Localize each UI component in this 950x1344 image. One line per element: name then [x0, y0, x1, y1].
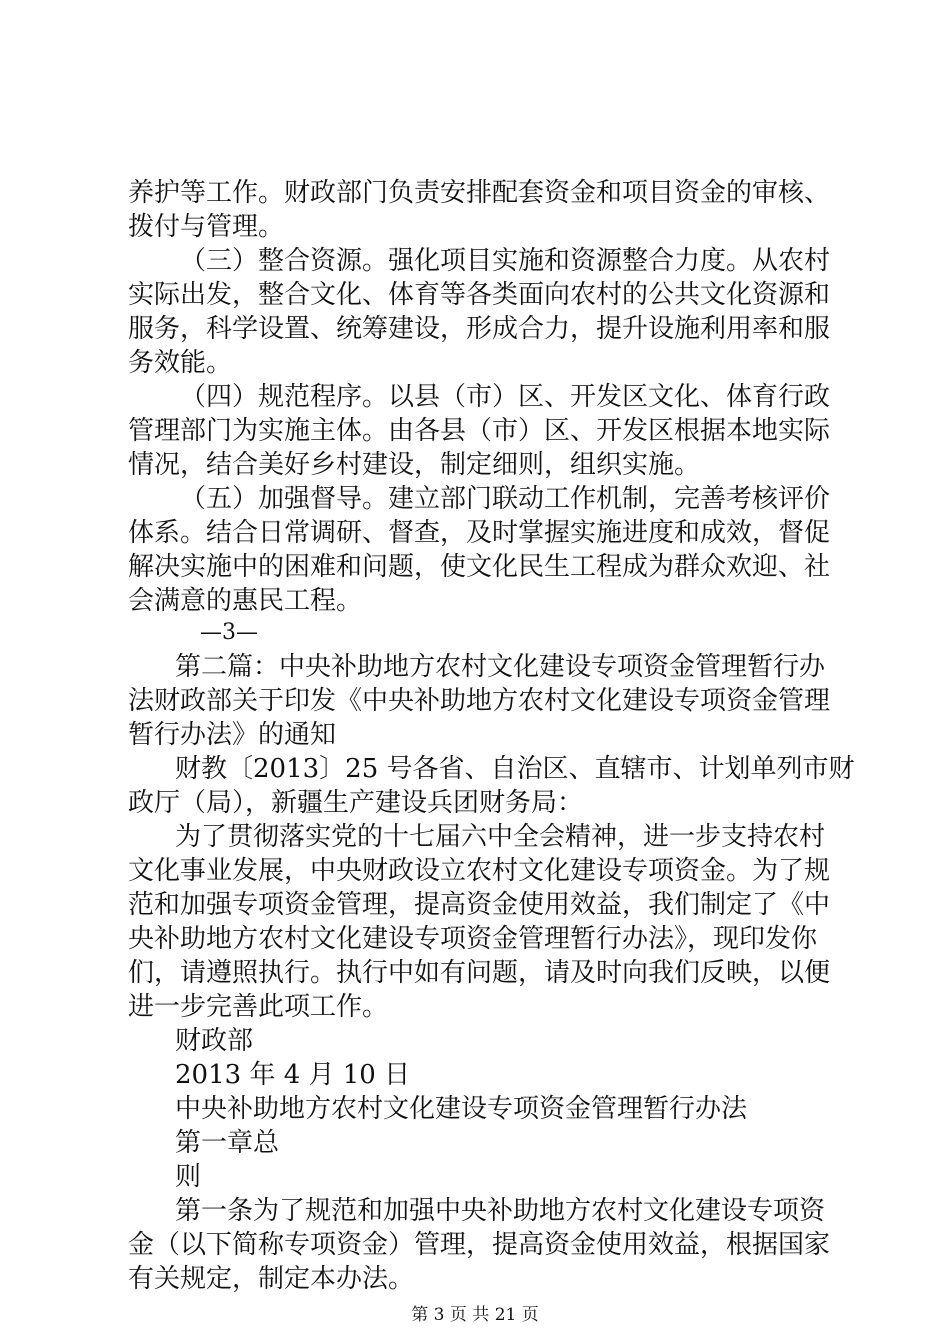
text-line: 实际出发，整合文化、体育等各类面向农村的公共文化资源和 — [128, 280, 831, 310]
text-line: （三）整合资源。强化项目实施和资源整合力度。从农村 — [180, 246, 831, 276]
text-line: 法财政部关于印发《中央补助地方农村文化建设专项资金管理 — [128, 686, 831, 716]
text-line: 央补助地方农村文化建设专项资金管理暂行办法》，现印发你 — [128, 924, 818, 954]
text-line: 务效能。 — [128, 348, 233, 378]
text-line: （五）加强督导。建立部门联动工作机制，完善考核评价 — [180, 484, 831, 514]
signature-org: 财政部 — [175, 1026, 254, 1056]
text-line: 文化事业发展，中央财政设立农村文化建设专项资金。为了规 — [128, 856, 831, 886]
text-line: 会满意的惠民工程。 — [128, 586, 363, 616]
text-line: 进一步完善此项工作。 — [128, 992, 389, 1022]
signature-date: 2013 年 4 月 10 日 — [175, 1060, 411, 1090]
text-line: 第一条为了规范和加强中央补助地方农村文化建设专项资 — [175, 1196, 826, 1226]
text-line: 为了贯彻落实党的十七届六中全会精神，进一步支持农村 — [175, 822, 826, 852]
text-line: 范和加强专项资金管理，提高资金使用效益，我们制定了《中 — [128, 890, 831, 920]
text-line: 拨付与管理。 — [128, 212, 285, 242]
text-line: 养护等工作。财政部门负责安排配套资金和项目资金的审核、 — [128, 178, 831, 208]
text-line: 情况，结合美好乡村建设，制定细则，组织实施。 — [128, 450, 701, 480]
text-line: （四）规范程序。以县（市）区、开发区文化、体育行政 — [180, 382, 831, 412]
text-line: 有关规定，制定本办法。 — [128, 1264, 415, 1294]
chapter-heading: 第一章总 — [175, 1128, 280, 1158]
text-line: 体系。结合日常调研、督查，及时掌握实施进度和成效，督促 — [128, 518, 831, 548]
text-line: 暂行办法》的通知 — [128, 720, 337, 750]
page-number-marker: —3— — [200, 620, 258, 645]
chapter-heading: 则 — [175, 1162, 202, 1192]
text-line: 政厅（局），新疆生产建设兵团财务局： — [128, 788, 584, 818]
text-line: 解决实施中的困难和问题，使文化民生工程成为群众欢迎、社 — [128, 552, 831, 582]
text-line: 管理部门为实施主体。由各县（市）区、开发区根据本地实际 — [128, 416, 831, 446]
text-line: 财教〔2013〕25 号各省、自治区、直辖市、计划单列市财 — [175, 754, 855, 784]
text-line: 服务，科学设置、统筹建设，形成合力，提升设施利用率和服 — [128, 314, 831, 344]
page-footer: 第 3 页 共 21 页 — [411, 1305, 539, 1325]
document-title: 中央补助地方农村文化建设专项资金管理暂行办法 — [175, 1094, 748, 1124]
section-heading: 第二篇：中央补助地方农村文化建设专项资金管理暂行办 — [175, 652, 826, 682]
text-line: 金（以下简称专项资金）管理，提高资金使用效益，根据国家 — [128, 1230, 831, 1260]
text-line: 们，请遵照执行。执行中如有问题，请及时向我们反映，以便 — [128, 958, 831, 988]
